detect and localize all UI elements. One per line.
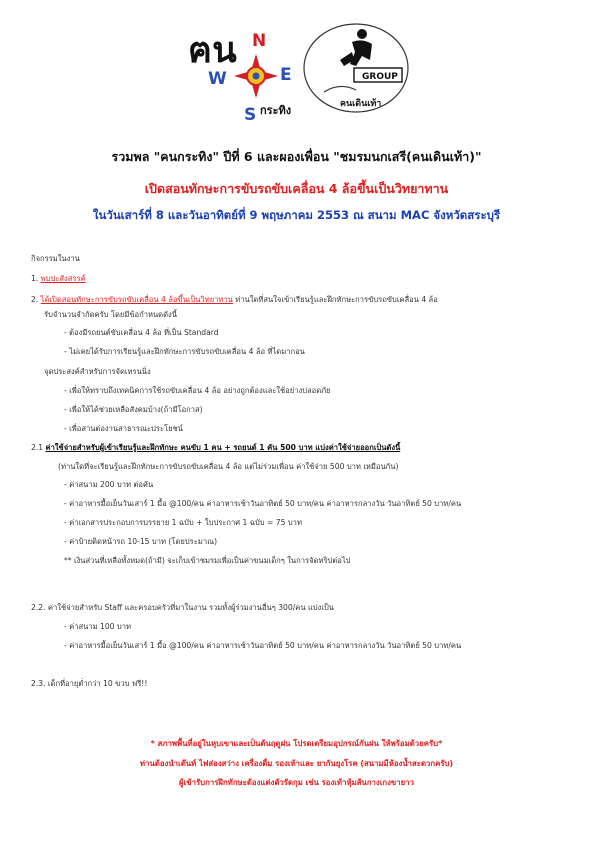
footer-warning-2: ท่านต้องนำเต๊นท์ ไฟส่องสว่าง เครื่องดื่ม รองเท้าและ ยากันยุงโรค (สนามมีห้องน้ำสะดวกครับ): [139, 759, 454, 768]
section-2-2-heading: ค่าใช้จ่ายสำหรับ Staff และครอบครัวที่มาในงาน รวมทั้งผู้ร่วมงานอื่นๆ 300/คน แบ่งเป็น: [47, 603, 334, 612]
footer-warning-3: ผู้เข้ารับการฝึกทักษะต้องแต่งตัวรัดกุม เช่น รองเท้าหุ้มส้นกางเกงขายาว: [179, 778, 414, 787]
section-2-3: [31, 679, 147, 689]
requirement-2: - ไม่เคยได้รับการเรียนรู้และฝึกทักษะการขับรถขับเคลื่อน 4 ล้อ ที่ไดมากอน: [64, 347, 305, 356]
item-2-number: 2.: [31, 295, 39, 304]
logo-compass-e: E: [280, 65, 292, 85]
activities-heading: กิจกรรมในงาน: [31, 254, 80, 263]
section-2-1-number: 2.1: [31, 443, 44, 452]
logo-compass-s: S: [244, 105, 257, 124]
footer-warning-1: * สภาพพื้นที่อยู่ในหุบเขาและเป็นต้นฤดูฝน โปรดเตรียมอุปกรณ์กันฝน ให้พร้อมด้วยครับ*: [150, 739, 443, 748]
event-subtitle: เปิดสอนทักษะการขับรถขับเคลื่อน 4 ล้อขึ้นเป็นวิทยาทาน: [144, 181, 449, 196]
item-1: [31, 274, 86, 284]
section-2-1-note: (ท่านใดที่จะเรียนรู้และฝึกทักษะการขับรถขับเคลื่อน 4 ล้อ แต่ไม่ร่วมเพื่อน ค่าใช้จ่าย 500 บาท เหมือนกัน): [58, 462, 399, 471]
section-2-1-title: [31, 443, 400, 453]
item-2: [31, 295, 438, 305]
kon-krating-logo: [186, 18, 304, 124]
item-2-highlight: ได้เปิดสอนทักษะการขับรถขับเคลื่อน 4 ล้อขึ้นเป็นวิทยาทาน: [40, 295, 233, 304]
section-2-1-field-fee: - ค่าสนาม 200 บาท ต่อคัน: [64, 480, 154, 489]
compass-rose-icon: [234, 54, 278, 98]
purpose-1: - เพื่อให้ทราบถึงเทคนิคการใช้รถขับเคลื่อน 4 ล้อ อย่างถูกต้องและใช้อย่างปลอดภัย: [64, 386, 331, 395]
section-2-2-title: [31, 603, 334, 613]
section-2-3-number: 2.3.: [31, 679, 46, 688]
section-2-1-heading: ค่าใช้จ่ายสำหรับผู้เข้าเรียนรู้และฝึกทักษะ คนขับ 1 คน + รถยนต์ 1 คัน 500 บาท แบ่งค่าใช้จ่ายออกเป็นดังนี้: [45, 443, 401, 452]
item-1-text: พบปะสังสรรค์: [40, 274, 86, 283]
requirement-1: - ต้องมีรถยนต์ขับเคลื่อน 4 ล้อ ที่เป็น Standard: [64, 328, 219, 337]
item-2-rest: ท่านใดที่สนใจเข้าเรียนรู้และฝึกทักษะการขับรถขับเคลื่อน 4 ล้อ: [232, 295, 438, 304]
logo-compass-w: W: [208, 69, 227, 89]
section-2-1-meals: - ค่าอาหารมื้อเย็นวันเสาร์ 1 มื้อ @100/คน ค่าอาหารเช้าวันอาทิตย์ 50 บาท/คน ค่าอาหารกลางวัน วันอาทิตย์ 50 บาท/คน: [64, 499, 462, 508]
group-badge-text: GROUP: [362, 72, 398, 82]
item-1-number: 1.: [31, 274, 39, 283]
purpose-3: - เพื่อสานต่องานสาธารณะประโยชน์: [64, 424, 183, 433]
section-2-1-car-sign: - ค่าป้ายติดหน้ารถ 10-15 บาท (โดยประมาณ): [64, 537, 218, 546]
walker-group-logo: [300, 20, 410, 116]
section-2-2-meals: - ค่าอาหารมื้อเย็นวันเสาร์ 1 มื้อ @100/คน ค่าอาหารเช้าวันอาทิตย์ 50 บาท/คน ค่าอาหารกลางวัน วันอาทิตย์ 50 บาท/คน: [64, 641, 462, 650]
section-2-2-number: 2.2.: [31, 603, 46, 612]
logo-kon-text: ฅน: [188, 30, 237, 71]
item-2-line-2: รับจำนวนจำกัดครับ โดยมีข้อกำหนดดังนี้: [44, 310, 177, 319]
section-2-2-field-fee: - ค่าสนาม 100 บาท: [64, 622, 132, 631]
section-2-1-remainder-note: ** เงินส่วนที่เหลือทั้งหมด(ถ้ามี) จะเก็บเข้าชมรมเพื่อเป็นค่าขนมเด็กๆ ในการจัดทริปต่อไป: [64, 556, 351, 565]
logo-krating-text: กระทิง: [260, 104, 292, 117]
logo-walker-text: คนเดินเท้า: [340, 99, 382, 109]
section-2-1-documents: - ค่าเอกสารประกอบการบรรยาย 1 ฉบับ + ใบประกาศ 1 ฉบับ = 75 บาท: [64, 518, 302, 527]
section-2-3-text: เด็กที่อายุต่ำกว่า 10 ขวบ ฟรี!!: [47, 679, 148, 688]
event-title: รวมพล "คนกระทิง" ปีที่ 6 และผองเพื่อน "ชมรมนกเสรี(คนเดินเท้า)": [111, 149, 482, 164]
hiker-silhouette-icon: [340, 29, 372, 66]
purpose-2: - เพื่อให้ได้ช่วยเหลือสังคมบ้าง(ถ้ามีโอกาส): [64, 405, 203, 414]
purpose-heading: จุดประสงค์สำหรับการจัดเทรนนิ่ง: [44, 367, 151, 376]
event-date-location: ในวันเสาร์ที่ 8 และวันอาทิตย์ที่ 9 พฤษภาคม 2553 ณ สนาม MAC จังหวัดสระบุรี: [92, 208, 501, 222]
logo-compass-n: N: [252, 31, 267, 51]
